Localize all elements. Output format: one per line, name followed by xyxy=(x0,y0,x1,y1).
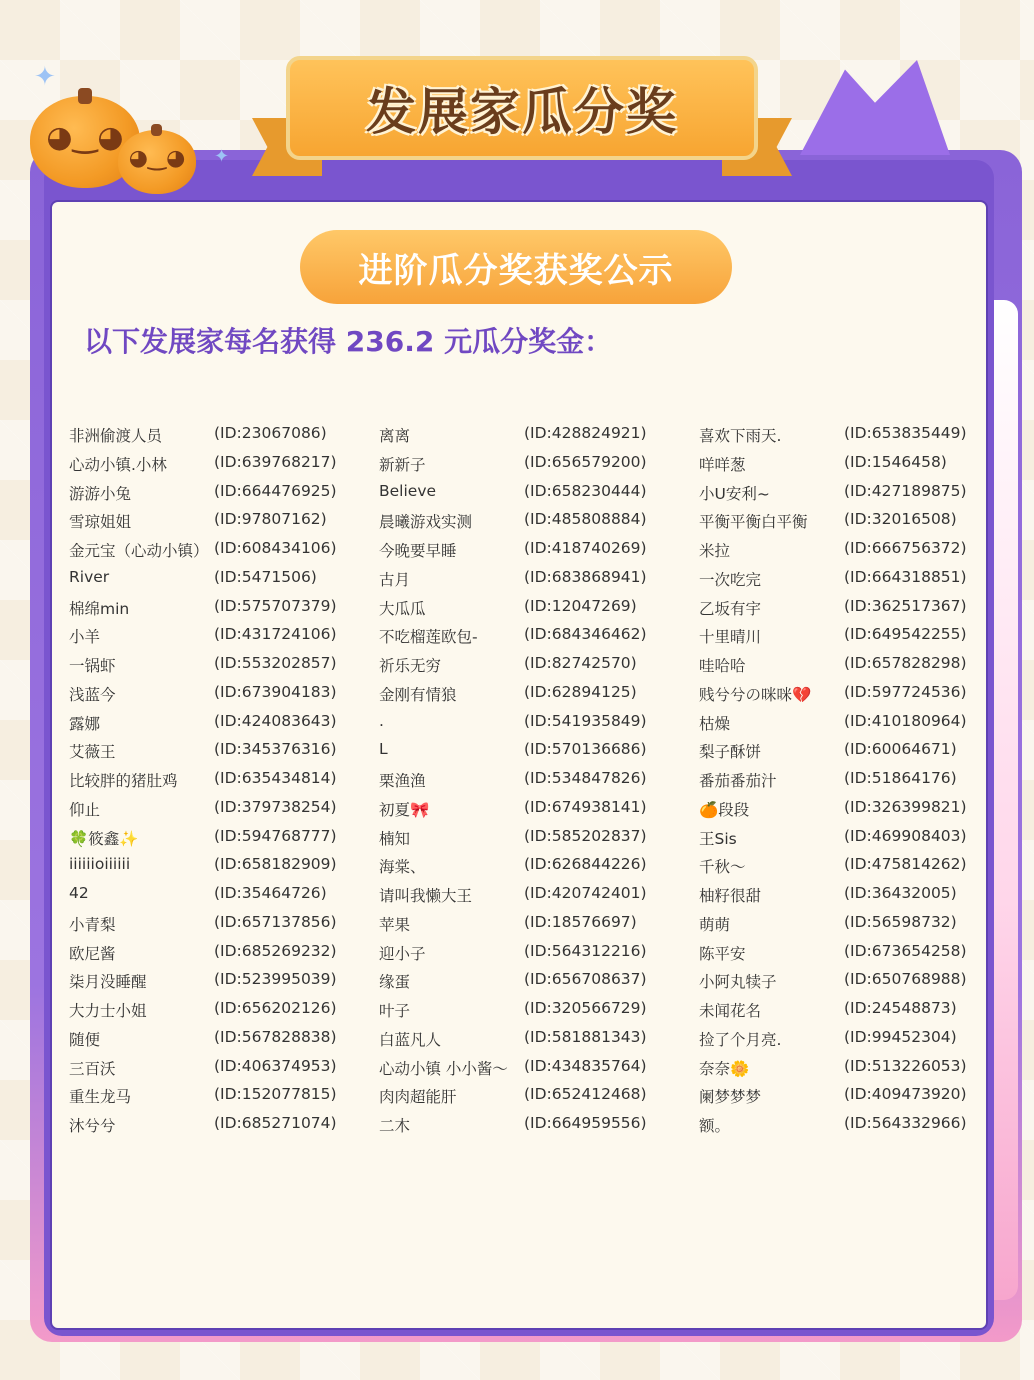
winner-name: 苹果 xyxy=(379,915,411,934)
winner-name: 新新子 xyxy=(379,455,426,474)
winner-name: 🍀筱鑫✨ xyxy=(69,829,139,848)
winner-id: (ID:652412468) xyxy=(524,1085,647,1104)
winner-id: (ID:553202857) xyxy=(214,654,337,672)
winner-name: 额。 xyxy=(699,1117,731,1135)
winner-name: 喜欢下雨天. xyxy=(699,427,782,445)
winner-id: (ID:658230444) xyxy=(524,481,647,500)
winner-id: (ID:684346462) xyxy=(524,625,647,644)
winner-name: 重生龙马 xyxy=(69,1088,132,1107)
winner-name: 心动小镇.小林 xyxy=(69,455,167,474)
winner-id: (ID:18576697) xyxy=(524,912,637,931)
winner-name: 请叫我懒大王 xyxy=(379,887,473,905)
winner-name: 叶子 xyxy=(379,1002,411,1020)
winner-name: 萌萌 xyxy=(699,915,731,934)
winner-id: (ID:12047269) xyxy=(524,596,637,615)
winner-id: (ID:82742570) xyxy=(524,654,637,672)
winner-id: (ID:427189875) xyxy=(844,481,967,500)
winner-id: (ID:24548873) xyxy=(844,999,957,1017)
winner-name: 千秋～ xyxy=(699,858,746,877)
winner-id: (ID:424083643) xyxy=(214,711,337,730)
winner-id: (ID:564312216) xyxy=(524,941,647,960)
winner-id: (ID:658182909) xyxy=(214,855,337,874)
winner-name: 一锅虾 xyxy=(69,657,116,675)
winner-id: (ID:656202126) xyxy=(214,999,337,1017)
winner-id: (ID:97807162) xyxy=(214,510,327,529)
winner-name: 白蓝凡人 xyxy=(379,1030,442,1049)
winner-name: 大瓜瓜 xyxy=(379,599,426,618)
winner-id: (ID:420742401) xyxy=(524,884,647,902)
winner-name: 🍊段段 xyxy=(699,800,750,819)
winner-id: (ID:564332966) xyxy=(844,1114,967,1132)
winner-id: (ID:51864176) xyxy=(844,769,957,787)
winner-name: 王Sis xyxy=(699,829,737,848)
winner-id: (ID:575707379) xyxy=(214,596,337,615)
winner-id: (ID:60064671) xyxy=(844,740,957,759)
winner-id: (ID:5471506) xyxy=(214,567,317,586)
winner-name: 今晚要早睡 xyxy=(379,542,457,560)
winner-id: (ID:685269232) xyxy=(214,941,337,960)
winner-name: 不吃榴莲欧包- xyxy=(379,628,478,647)
winner-name: 42 xyxy=(69,884,89,902)
winner-id: (ID:656708637) xyxy=(524,970,647,989)
winner-name: 浅蓝今 xyxy=(69,685,116,704)
winner-id: (ID:649542255) xyxy=(844,625,967,644)
winner-id: (ID:409473920) xyxy=(844,1085,967,1104)
winner-name: 贱兮兮の咪咪💔 xyxy=(699,685,812,704)
winner-id: (ID:320566729) xyxy=(524,999,647,1017)
winner-id: (ID:653835449) xyxy=(844,424,967,442)
winner-id: (ID:664318851) xyxy=(844,567,967,586)
winner-name: 枯燥 xyxy=(699,714,731,733)
winner-id: (ID:664476925) xyxy=(214,481,337,500)
winner-name: 海棠、 xyxy=(379,858,426,877)
winner-name: 离离 xyxy=(379,427,411,445)
winner-name: 比较胖的猪肚鸡 xyxy=(69,772,178,790)
winner-name: Believe xyxy=(379,481,437,500)
winner-id: (ID:674938141) xyxy=(524,797,647,816)
winner-id: (ID:475814262) xyxy=(844,855,967,874)
winner-id: (ID:570136686) xyxy=(524,740,647,759)
pink-side-decoration xyxy=(994,300,1018,1300)
winner-name: 番茄番茄汁 xyxy=(699,772,777,790)
winner-id: (ID:362517367) xyxy=(844,596,967,615)
winner-id: (ID:513226053) xyxy=(844,1056,967,1075)
winner-name: 古月 xyxy=(379,570,411,589)
winner-name: 露娜 xyxy=(69,714,101,733)
winner-name: L xyxy=(379,740,388,759)
winner-id: (ID:585202837) xyxy=(524,826,647,845)
sparkle-icon: ✦ xyxy=(214,146,230,167)
winner-id: (ID:664959556) xyxy=(524,1114,647,1132)
winner-name: 心动小镇 小小酱～ xyxy=(379,1059,508,1078)
pumpkin-large-icon: ◕‿◕ xyxy=(30,96,140,188)
winner-id: (ID:345376316) xyxy=(214,740,337,759)
winner-id: (ID:673904183) xyxy=(214,682,337,701)
winner-name: 奈奈🌼 xyxy=(699,1059,750,1078)
winner-id: (ID:656579200) xyxy=(524,452,647,471)
winner-name: 缘蛋 xyxy=(379,973,411,992)
winner-name: River xyxy=(69,567,110,586)
winner-id: (ID:23067086) xyxy=(214,424,327,442)
winner-id: (ID:567828838) xyxy=(214,1027,337,1046)
winner-name: 金刚有情狼 xyxy=(379,685,457,704)
winner-id: (ID:683868941) xyxy=(524,567,647,586)
winner-id: (ID:685271074) xyxy=(214,1114,337,1132)
winner-id: (ID:485808884) xyxy=(524,510,647,529)
title-banner xyxy=(252,56,792,176)
winner-name: 晨曦游戏实测 xyxy=(379,513,473,532)
winner-id: (ID:379738254) xyxy=(214,797,337,816)
winner-id: (ID:608434106) xyxy=(214,539,337,557)
winner-name: 楠知 xyxy=(379,829,411,848)
winner-id: (ID:32016508) xyxy=(844,510,957,529)
winner-name: 柒月没睡醒 xyxy=(69,973,147,992)
winner-name: 十里晴川 xyxy=(699,628,762,647)
sparkle-icon: ✦ xyxy=(34,62,56,92)
winner-name: iiiiiioiiiiii xyxy=(69,855,131,874)
purple-bow-decoration xyxy=(800,60,950,155)
winner-id: (ID:534847826) xyxy=(524,769,647,787)
winner-id: (ID:1546458) xyxy=(844,452,947,471)
winner-name: 一次吃完 xyxy=(699,570,762,589)
winner-name: 金元宝（心动小镇） xyxy=(69,542,209,560)
winner-id: (ID:36432005) xyxy=(844,884,957,902)
winner-name: 二木 xyxy=(379,1117,411,1135)
winner-name: 游游小兔 xyxy=(69,484,132,503)
banner-plate xyxy=(286,56,758,160)
winner-id: (ID:639768217) xyxy=(214,452,337,471)
winner-id: (ID:56598732) xyxy=(844,912,957,931)
winner-name: 艾薇王 xyxy=(69,743,116,762)
winner-id: (ID:431724106) xyxy=(214,625,337,644)
winner-name: 捡了个月亮. xyxy=(699,1030,782,1049)
winner-id: (ID:469908403) xyxy=(844,826,967,845)
winner-id: (ID:434835764) xyxy=(524,1056,647,1075)
winner-id: (ID:418740269) xyxy=(524,539,647,557)
winner-name: 咩咩葱 xyxy=(699,455,746,474)
winner-id: (ID:523995039) xyxy=(214,970,337,989)
winner-name: 小羊 xyxy=(69,628,101,647)
winner-id: (ID:626844226) xyxy=(524,855,647,874)
winner-id: (ID:152077815) xyxy=(214,1085,337,1104)
winner-id: (ID:650768988) xyxy=(844,970,967,989)
winner-name: 未闻花名 xyxy=(699,1002,762,1020)
prize-headline: 以下发展家每名获得 236.2 元瓜分奖金： xyxy=(84,325,613,358)
winner-id: (ID:597724536) xyxy=(844,682,967,701)
winner-id: (ID:326399821) xyxy=(844,797,967,816)
winner-id: (ID:410180964) xyxy=(844,711,967,730)
winner-name: 祈乐无穷 xyxy=(379,657,442,675)
winner-name: 三百沃 xyxy=(69,1059,116,1078)
winner-name: 棉绵min xyxy=(69,599,130,618)
winner-id: (ID:673654258) xyxy=(844,941,967,960)
subtitle-pill xyxy=(300,230,732,304)
winner-id: (ID:35464726) xyxy=(214,884,327,902)
winner-name: 栗渔渔 xyxy=(379,772,426,790)
winner-id: (ID:581881343) xyxy=(524,1027,647,1046)
winner-name: 平衡平衡白平衡 xyxy=(699,513,808,532)
winner-id: (ID:541935849) xyxy=(524,711,647,730)
winner-name: 阑梦梦梦 xyxy=(699,1088,762,1107)
winner-id: (ID:428824921) xyxy=(524,424,647,442)
winner-name: 陈平安 xyxy=(699,944,746,963)
announcement-card xyxy=(50,200,988,1330)
banner-title: 发展家瓜分奖 xyxy=(366,83,678,141)
winner-name: 米拉 xyxy=(699,542,731,560)
winner-id: (ID:657137856) xyxy=(214,912,337,931)
winner-name: 哇哈哈 xyxy=(699,657,746,675)
winner-name: 柚籽很甜 xyxy=(699,887,762,905)
winner-id: (ID:657828298) xyxy=(844,654,967,672)
subtitle-text: 进阶瓜分奖获奖公示 xyxy=(358,250,674,291)
winner-name: 小阿丸犊子 xyxy=(699,973,777,992)
winner-name: 梨子酥饼 xyxy=(699,743,762,762)
winner-name: 迎小子 xyxy=(379,944,426,963)
winner-name: 非洲偷渡人员 xyxy=(69,427,163,445)
winner-id: (ID:99452304) xyxy=(844,1027,957,1046)
winner-name: 欧尼酱 xyxy=(69,944,116,963)
winner-id: (ID:62894125) xyxy=(524,682,637,701)
pumpkin-small-icon: ◕‿◕ xyxy=(118,130,196,194)
winner-name: 大力士小姐 xyxy=(69,1002,147,1020)
winner-name: 乙坂有宇 xyxy=(699,599,762,618)
winner-id: (ID:406374953) xyxy=(214,1056,337,1075)
winner-id: (ID:635434814) xyxy=(214,769,337,787)
winner-name: 沐兮兮 xyxy=(69,1117,116,1135)
winner-name: 雪琼姐姐 xyxy=(69,513,132,532)
winner-id: (ID:594768777) xyxy=(214,826,337,845)
winner-name: . xyxy=(379,711,384,730)
winner-name: 小U安利~ xyxy=(699,484,770,503)
winner-name: 随便 xyxy=(69,1030,101,1049)
winner-name: 肉肉超能肝 xyxy=(379,1088,457,1107)
winner-name: 初夏🎀 xyxy=(379,800,430,819)
winner-name: 仰止 xyxy=(69,800,101,819)
winner-name: 小青梨 xyxy=(69,915,116,934)
winner-id: (ID:666756372) xyxy=(844,539,967,557)
